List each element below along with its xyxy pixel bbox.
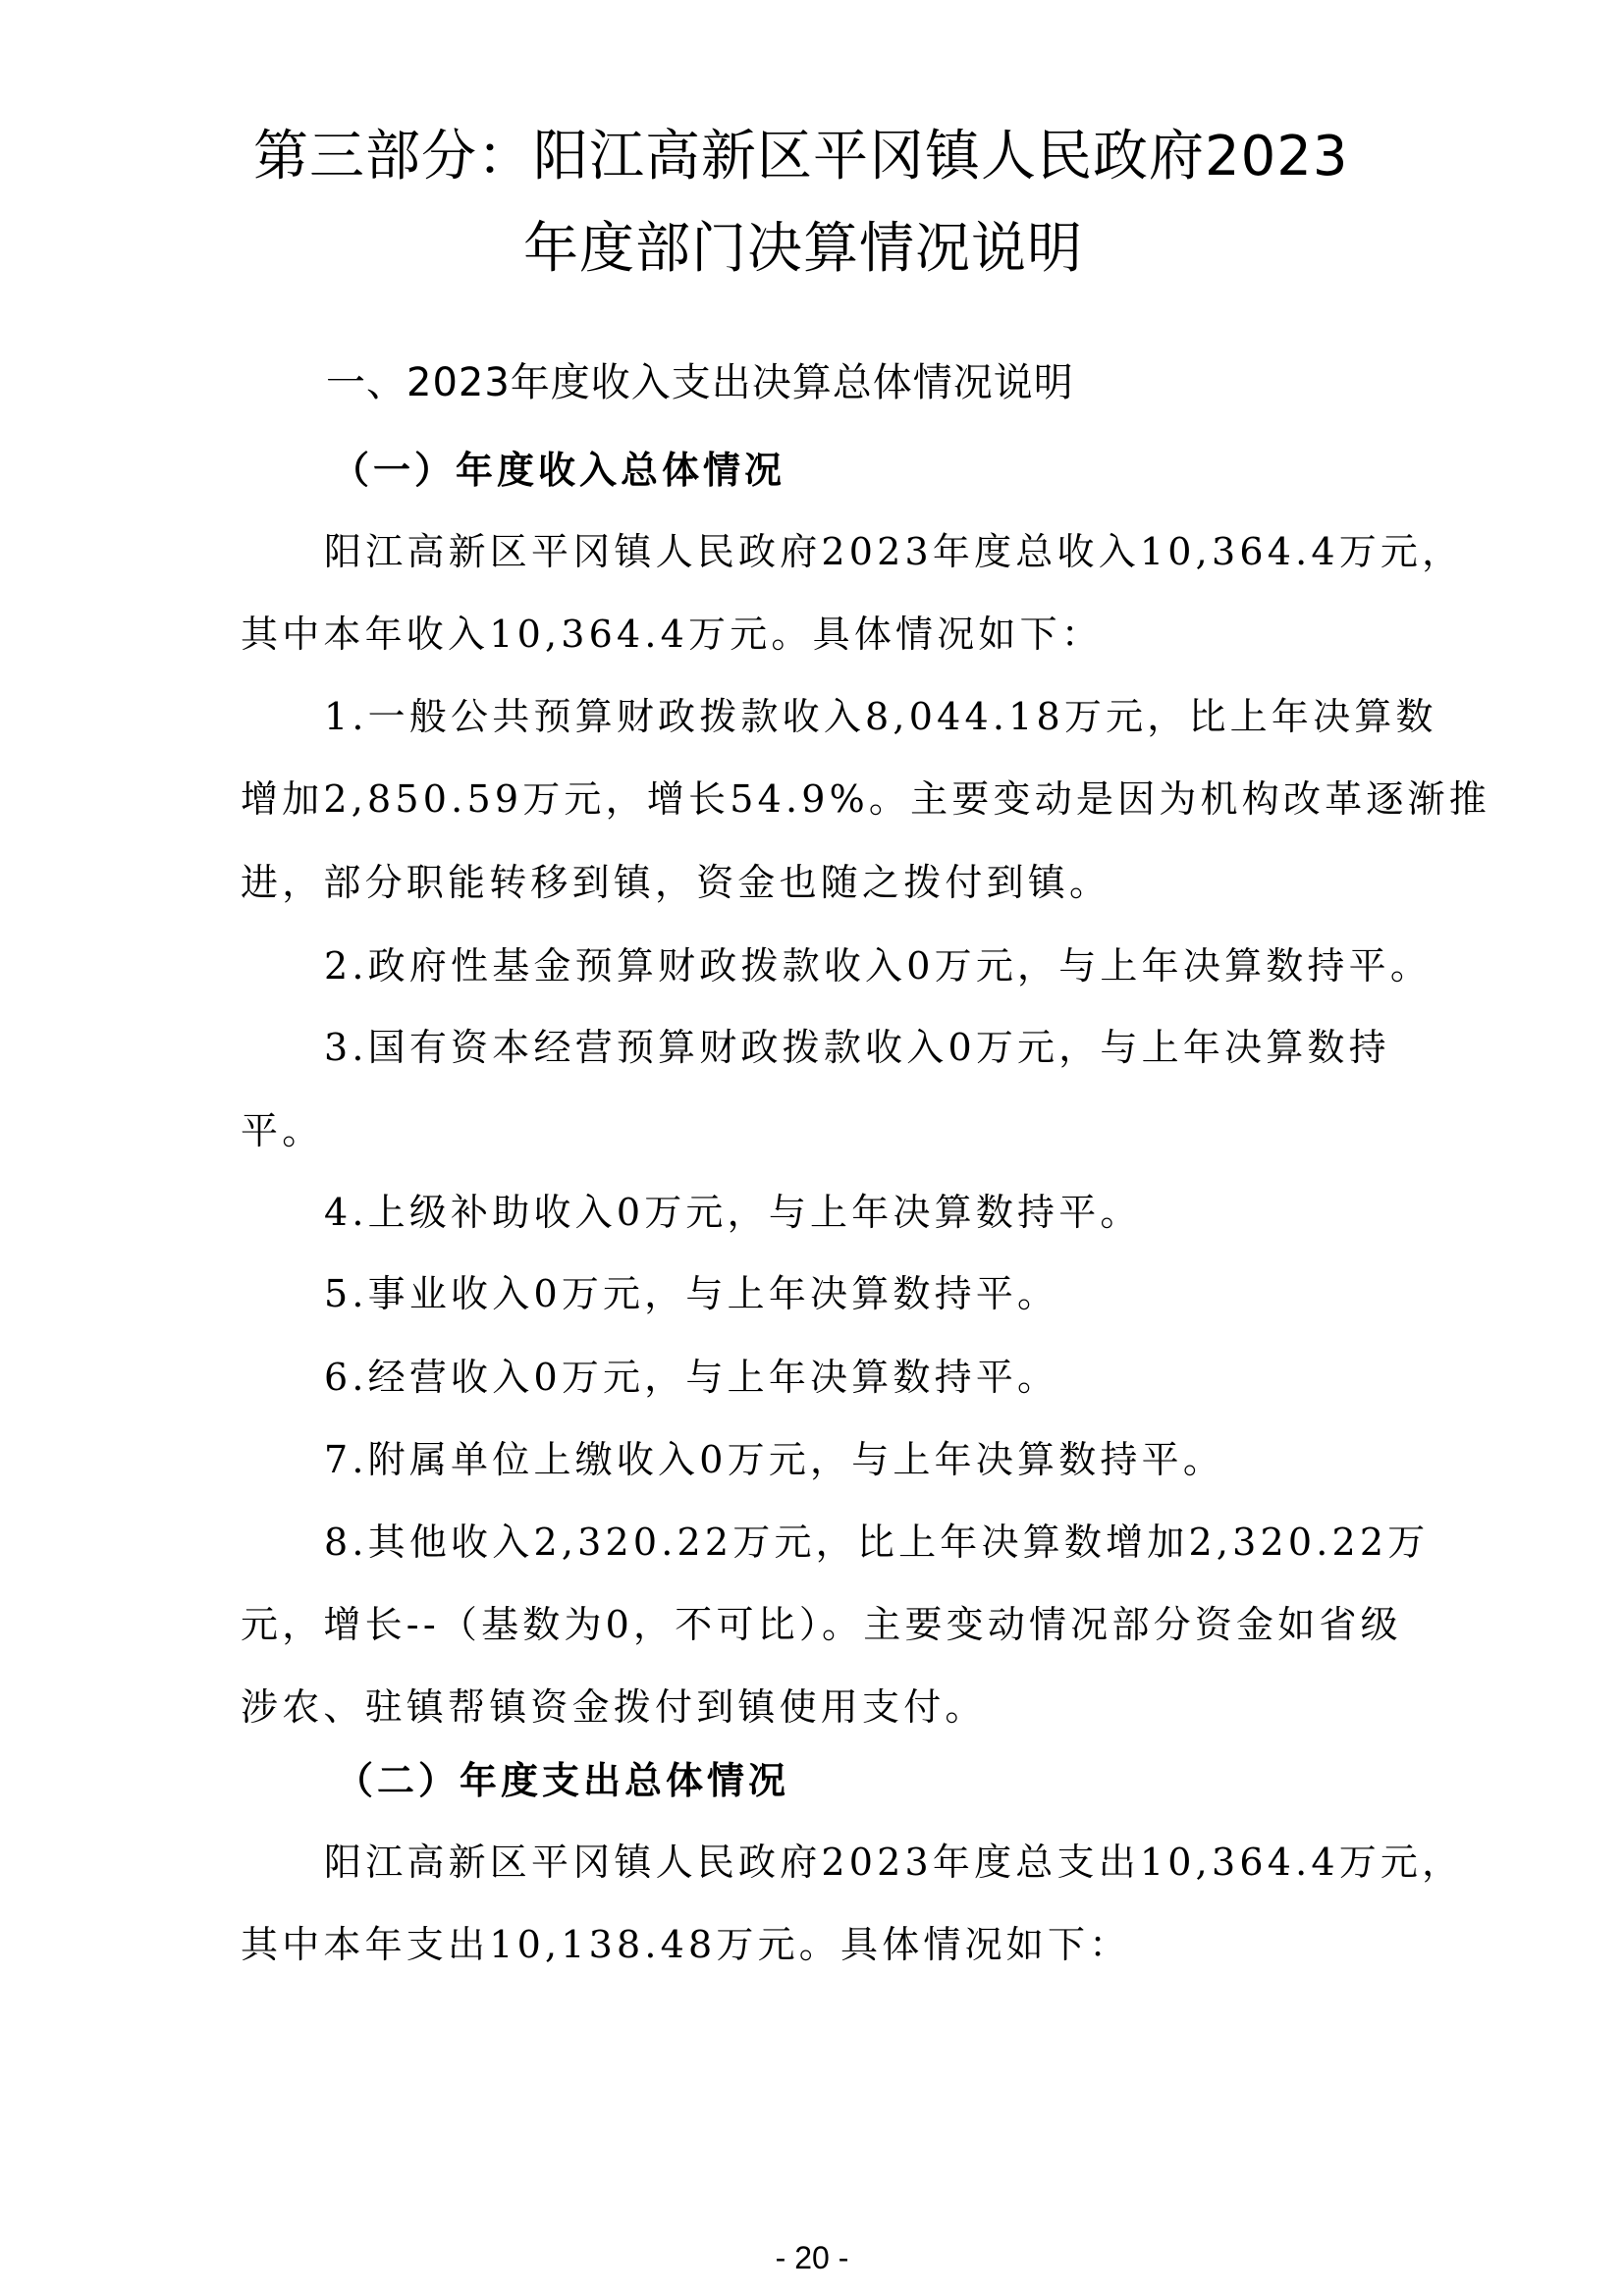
income-intro-line-2: 其中本年收入10,364.4万元。具体情况如下： <box>241 613 1104 656</box>
document-title-line-2: 年度部门决算情况说明 <box>523 217 1083 281</box>
income-item-1-line-2: 增加2,850.59万元，增长54.9%。主要变动是因为机构改革逐渐推 <box>241 777 1490 821</box>
income-item-1-line-1: 1.一般公共预算财政拨款收入8,044.18万元，比上年决算数 <box>324 695 1437 738</box>
income-item-4-line-1: 4.上级补助收入0万元，与上年决算数持平。 <box>324 1191 1142 1234</box>
income-item-6-line-1: 6.经营收入0万元，与上年决算数持平。 <box>324 1356 1059 1399</box>
page-number: - 20 - <box>775 2240 849 2275</box>
income-item-8-line-3: 涉农、驻镇帮镇资金拨付到镇使用支付。 <box>241 1685 987 1729</box>
income-item-1-line-3: 进，部分职能转移到镇，资金也随之拨付到镇。 <box>241 861 1111 904</box>
section-heading: 一、2023年度收入支出决算总体情况说明 <box>326 360 1074 405</box>
income-item-2-line-1: 2.政府性基金预算财政拨款收入0万元，与上年决算数持平。 <box>324 944 1433 988</box>
expenditure-heading: （二）年度支出总体情况 <box>336 1758 790 1802</box>
income-item-3-line-2: 平。 <box>241 1109 324 1152</box>
expenditure-intro-line-1: 阳江高新区平冈镇人民政府2023年度总支出10,364.4万元， <box>324 1841 1464 1884</box>
income-item-3-line-1: 3.国有资本经营预算财政拨款收入0万元，与上年决算数持 <box>324 1026 1390 1069</box>
income-item-7-line-1: 7.附属单位上缴收入0万元，与上年决算数持平。 <box>324 1438 1225 1481</box>
income-item-8-line-2: 元，增长--（基数为0，不可比）。主要变动情况部分资金如省级 <box>241 1603 1402 1646</box>
document-title-line-1: 第三部分：阳江高新区平冈镇人民政府2023 <box>253 125 1349 188</box>
income-item-5-line-1: 5.事业收入0万元，与上年决算数持平。 <box>324 1272 1059 1315</box>
income-item-8-line-1: 8.其他收入2,320.22万元，比上年决算数增加2,320.22万 <box>324 1521 1430 1564</box>
income-heading: （一）年度收入总体情况 <box>332 448 786 492</box>
income-intro-line-1: 阳江高新区平冈镇人民政府2023年度总收入10,364.4万元， <box>324 530 1464 573</box>
expenditure-intro-line-2: 其中本年支出10,138.48万元。具体情况如下： <box>241 1923 1131 1966</box>
